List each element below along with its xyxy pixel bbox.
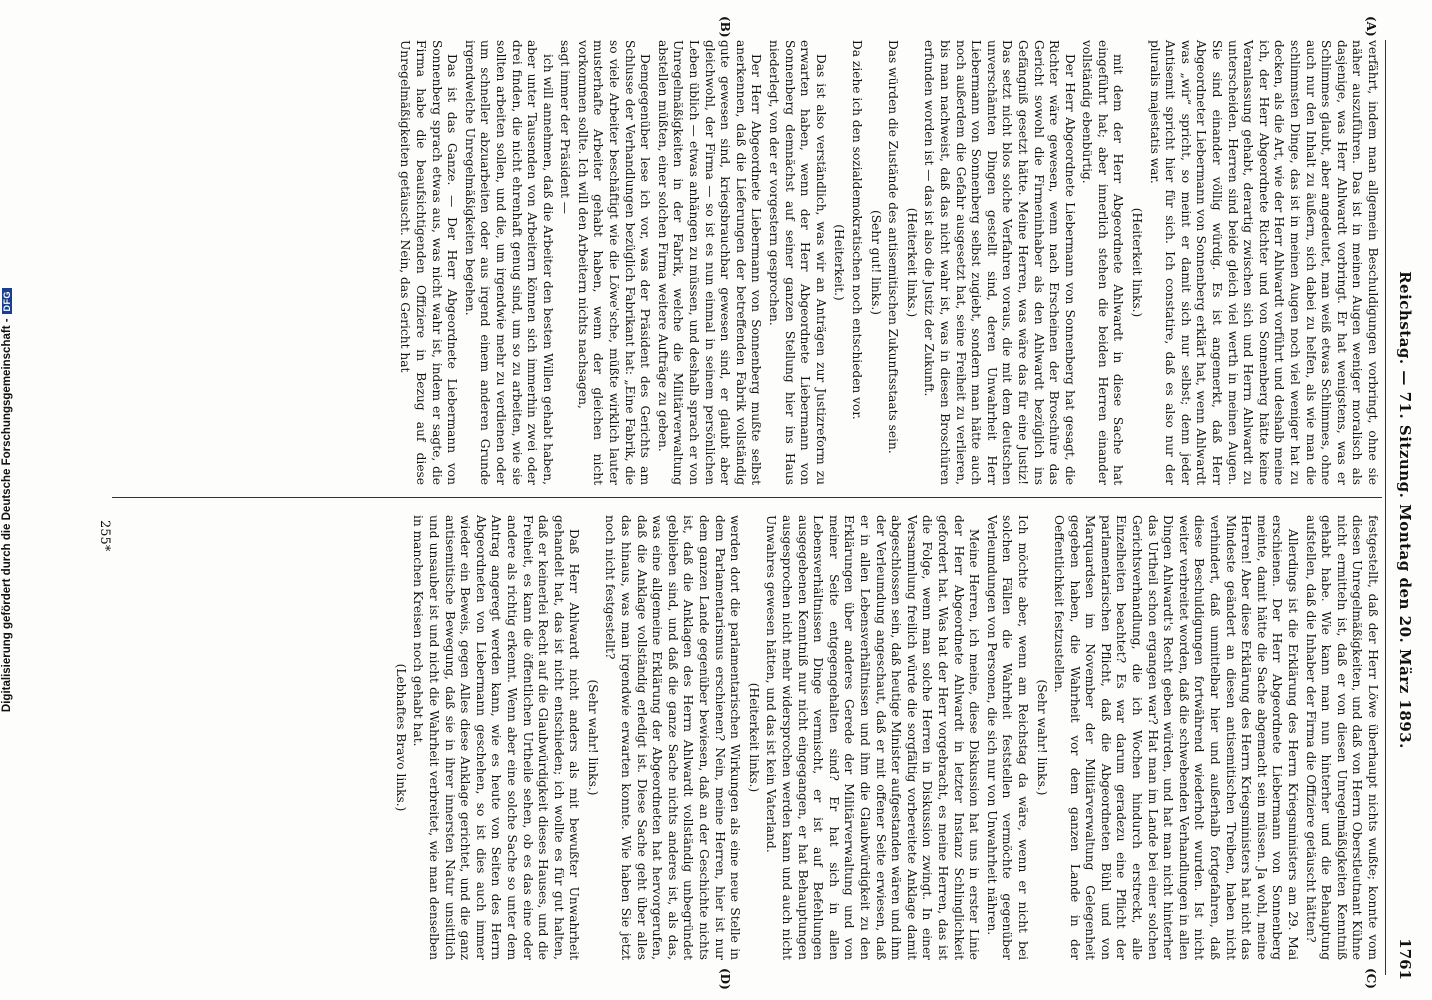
- left-text-column: [395, 40, 1380, 485]
- digitization-credit: [1, 11, 21, 989]
- paragraph: sagt immer der Präsident —: [558, 40, 573, 214]
- paragraph: Der Herr Abgeordnete Liebermann von Sonnenberg hat gesagt, die Richter wäre gewesen, wenn nach Erscheinen der Broschüre das Gericht sowohl die Firmeninhaber als den Ahlwardt bezüglich ins Gefängniß gesetzt hätte. Meine Herren, was wäre das für eine Justiz! Das setzt nicht blos solche Verfahren voraus, die mit dem deutschen unverschämten Dingen gestellt sind, deren Unwahrheit Herr Liebermann von Sonnenberg selbst zugiebt, sondern man hätte auch noch außerdem die Gefahr ausgesetzt hat, seine Freiheit zu verlieren, bis man nachweist, daß das nicht wahr ist, was in diesen Broschüren erfunden worden ist — das ist also die Justiz der Zukunft.: [922, 40, 1077, 485]
- right-text-column: [389, 515, 1380, 960]
- header-rule: [1385, 40, 1386, 975]
- paragraph: ich will annehmen, daß die Arbeiter den besten Willen gehabt haben, aber unter Tausenden von Arbeitern können sich immerhin zwei oder drei finden, die nicht ehrenhaft genug sind, um so zu arbeiten, wie sie sollten arbeiten sollen, und die, um irgendwie mehr zu verdienen oder um schneller abzuarbeiten oder aus irgend einem anderen Grunde irgendwelche Unregelmäßigkeiten begehen.: [462, 40, 555, 485]
- interjection: (Sehr wahr! links.): [585, 679, 600, 796]
- credit-text: Digitalisierung gefördert durch die Deutsche Forschungsgemeinschaft -: [1, 318, 13, 713]
- margin-marker-d: (D): [718, 968, 732, 990]
- interjection: (Sehr wahr! links.): [1034, 679, 1049, 796]
- paragraph: Das ist also verständlich, was wir an Anträgen zur Justizreform zu erwarten haben, wenn der Herr Abgeordnete Liebermann von Sonnenberg demnächst auf seiner ganzen Stellung hier ins Haus niederlegt, von der er vorgestern gesprochen.: [767, 40, 828, 485]
- paragraph: verfährt, indem man allgemein Beschuldigungen vorbringt, ohne sie näher auszuführen. Das ist in meinen Augen weniger moralisch als dasjenige, was Herr Ahlwardt vorbringt. Er hat wenigstens, was er Schlimmes glaubt, aber angedeutet, man weiß etwas Schlimmes, ohne auch nur den Inhalt zu äußern, sich dabei zu helfen, als wie man die schlimmsten Dinge, das ist in meinen Augen noch viel weniger hat zu decken, als die Art, wie der Herr Ahlwardt vorführt und deshalb meine ich, der Herr Abgeordnete Richter und von Sonnenberg hätte keine Veranlassung gehabt, derartig zwischen sich und Herrn Ahlwardt zu unterscheiden. Herren sind beide gleich viel werth in meinen Augen. Sie sind einander völlig würdig. Es ist angemerkt, daß Herr Abgeordneter Liebermann von Sonnenberg erklärt hat, wenn Ahlwardt was „wir“ spricht, so meint er damit sich nur selbst; denn jeder Antisemit spricht hier für sich. Ich constatire, daß es also nur der pluralis majestatis war.: [1147, 40, 1380, 485]
- interjection: (Heiterkeit.): [832, 224, 847, 301]
- paragraph: werden dort die parlamentarischen Wirkungen als eine neue Stelle in dem Parlamentarismus erschienen? Nein, meine Herren, hier ist nur dem ganzen Lande gegenüber bewiesen, daß an der Geschichte nichts ist, daß die Anklagen des Herrn Ahlwardt vollständig unbegründet geblieben sind, und daß die ganze Sache nichts anderes ist, als das, was eine allgemeine Erklärung der Abgeordneten hat hervorgerufen, daß die Anklage vollständig erledigt ist. Diese Sache geht über alles das hinaus, was man irgendwie erwarten konnte. Wie haben Sie jetzt noch nicht festgestellt?: [603, 515, 743, 960]
- paragraph: festgestellt, daß der Herr Löwe überhaupt nichts wußte; konnte vom diesen Unregelmäßigkeiten, und daß von Herrn Oberstleutnant Kühne nicht ermitteln ist, daß er von diesen Unregelmäßigkeiten Kenntniß gehabt habe. Wie kann man nun hinterher und die Behauptung aufstellen, daß die Inhaber der Firma die Offiziere getäuscht hätten?: [1303, 515, 1380, 960]
- paragraph: Daß Herr Ahlwardt nicht anders als mit bewußter Unwahrheit gehandelt hat, das ist nicht entschieden; ich wollte es für gut halten, daß er keinerlei Recht auf die Glaubwürdigkeit dieses Hauses, und die Freiheit, es kann die öffentlichen Urtheile sehen, ob es das eine oder andere als richtig erkennt. Wenn aber eine solche Sache so unter dem Antrag angeregt werden kann, wie es heute von Seiten des Herrn Abgeordneten von Liebermann geschehen, so ist dies auch immer wieder ein Beweis, gegen Alles diese Anklage gerichtet, und die ganz antisemitische Bewegung, daß sie in ihrer innersten Natur unsittlich und unsauber ist und nicht die Wahrheit verbreitet, wie man denselben in manchen Kreisen noch gehabt hat.: [411, 515, 582, 960]
- interjection: (Heiterkeit links.): [746, 682, 761, 793]
- paragraph: Demgegenüber lese ich vor, was der Präsident des Gerichts am Schlusse der Verhandlungen bezüglich Fabrikant hat: „Eine Fabrik, die so viele Arbeiter beschäftigt wie die Löwe'sche, müßte wirklich lauter musterhafte Arbeiter gehabt haben, wenn der gleichen nicht vorkommen sollte. Ich will den Arbeitern nichts nachsagen,: [575, 40, 653, 485]
- page-number: 1761: [1396, 938, 1414, 980]
- interjection: (Sehr gut! links.): [868, 209, 883, 316]
- column-divider: [112, 497, 1382, 498]
- paragraph: Das würden die Zustände des antisemitischen Zukunftsstaats sein.: [886, 40, 901, 454]
- paragraph: Ich möchte aber, wenn am Reichstag da wäre, wenn er nicht bei solchen Fällen die Wahrheit feststellen vermöchte gegenüber Verleumdungen von Personen, die sich nur von Unwahrheit nähren.: [984, 515, 1030, 960]
- paragraph: Meine Herren, ich meine, diese Diskussion hat uns in erster Linie der Herr Abgeordnete Ahlwardt in letzter Instanz Schlinglichkeit gefordert hat. Was hat der Herr vorgebracht, es meine Herren, das ist die Folge, wenn man solche Herren in Diskussion zwingt. In einer Versammlung freilich würde die sorgfältig vorbereitete Anklage damit abgeschlossen sein, daß heutige Minister aufgestanden wären und ihm der Verleumdung angeschaut, daß er mit offener Seite erwiesen, daß er in allen Lebensverhältnissen und ihm die Glaubwürdigkeit zu den Erklärungen über anderes Gerede der Militärverwaltung und von meiner Seite entgegengehalten sind? Er hat sich in allen Lebensverhältnissen Dinge vermischt, er ist auf Befehlungen ausgegebenen Kenntniß nur nicht eingegangen, er hat Behauptungen ausgesprochen nicht mehr widersprochen werden kann und auch nicht Unwahres gewesen hätten, und das ist kein Vaterland.: [764, 515, 982, 960]
- dfg-logo: DFG: [2, 288, 12, 315]
- paragraph: Der Herr Abgeordnete Liebermann von Sonnenberg mußte selbst anerkennen, daß die Lieferungen der betreffenden Fabrik vollständig gute gewesen sind, kriegsbrauchbar gewesen sind, er glaubt aber gleichwohl, der Firma — so ist es nun einmal in seinem persönlichen Leben üblich — etwas anhängen zu müssen, und deshalb sprach er von Unregelmäßigkeiten in der Fabrik, welche die Militärverwaltung abstellen müßten, einer solchen Firma weitere Aufträge zu geben.: [655, 40, 764, 485]
- margin-marker-a: (A): [1364, 16, 1378, 37]
- paragraph: Das ist das Ganze. — Der Herr Abgeordnete Liebermann von Sonnenberg sprach etwas aus, was nicht wahr ist, indem er sagte, die Firma habe die beaufsichtigenden Offiziere in Bezug auf diese Unregelmäßigkeiten getäuscht. Nein, das Gericht hat: [398, 40, 460, 485]
- paragraph: Allerdings ist die Erklärung des Herrn Kriegsministers am 29. Mai erschienen. Der Herr Abgeordnete Liebermann von Sonnenberg meinte, damit hätte die Sache abgemacht sein müssen. Ja wohl, meine Herren! Aber diese Erklärung des Herrn Kriegsministers hat nicht das Mindeste geändert an diesen antisemitischen Treiben, haben nicht verhindert, daß unmittelbar hier und außerhalb fortgefahren, daß diese Beschuldigungen fortwährend wiederholt wurden. Ist nicht weiter verbreitet worden, daß die schwebenden Verhandlungen in allen Dingen Ahlwardt's Recht geben würden, und hat man nicht hinterher das Urtheil schon ergangen war? Hat man im Lande bei einer solchen Gerichtsverhandlung, die ich Wochen hindurch erstreckt, alle Einzelheiten beachtet? Es war darum geradezu eine Pflicht der parlamentarischen Pflicht, daß die Abgeordneten Bühl und von Marquardsen im November der Militärverwaltung Gelegenheit gegeben haben, die Wahrheit vor dem ganzen Lande in der Oeffentlichkeit festzustellen.: [1052, 515, 1301, 960]
- paragraph: Da ziehe ich den sozialdemokratischen noch entschieden vor.: [850, 40, 864, 420]
- sheet-number: 255*: [97, 520, 112, 552]
- interjection: (Lebhaftes Bravo links.): [393, 663, 408, 812]
- running-title: Reichstag. — 71. Sitzung. Montag den 20. März 1893.: [1396, 271, 1414, 749]
- interjection: (Heiterkeit links.): [904, 207, 919, 318]
- page-header: [1390, 40, 1418, 980]
- margin-marker-c: (C): [1364, 968, 1378, 989]
- credit-bar: [0, 0, 22, 1000]
- margin-marker-b: (B): [718, 16, 732, 38]
- paragraph: mit dem der Herr Abgeordnete Ahlwardt in diese Sache hat eingeführt hat; aber innerlich stehen die beiden Herren einander vollständig ebenbürtig.: [1080, 40, 1126, 485]
- interjection: (Heiterkeit links.): [1130, 207, 1145, 318]
